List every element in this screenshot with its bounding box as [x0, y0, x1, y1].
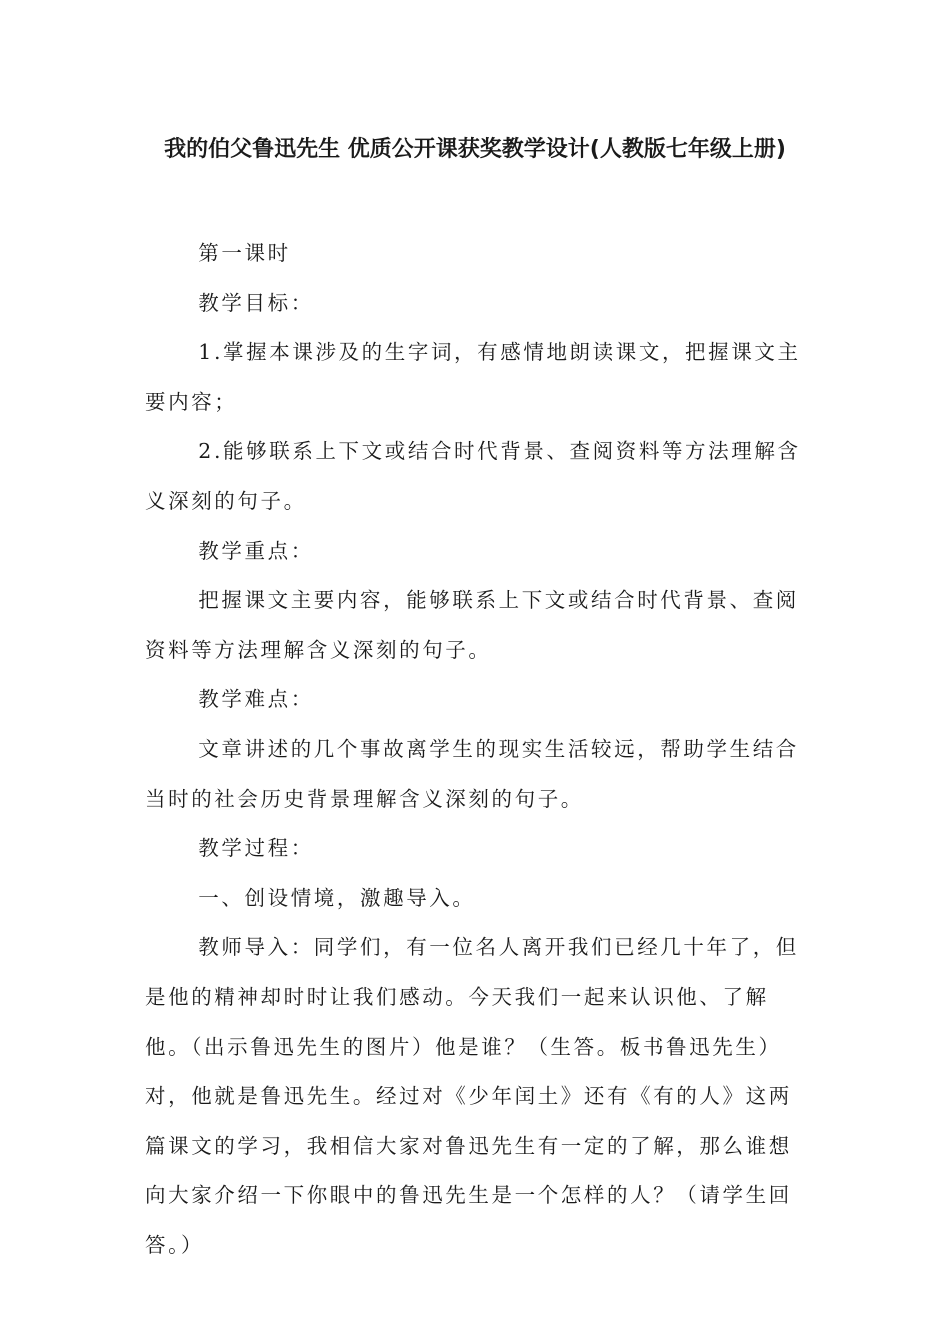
document-body [145, 229, 805, 1270]
paragraph-key-points-heading: 教学重点： [198, 538, 314, 563]
paragraph-teacher-intro: 教师导入：同学们，有一位名人离开我们已经几十年了，但是他的精神却时时让我们感动。今天我们一起来认识他、了解他。（出示鲁迅先生的图片）他是谁？（生答。板书鲁迅先生）对，他就是鲁迅先生。经过对《少年闰土》还有《有的人》这两篇课文的学习，我相信大家对鲁迅先生有一定的了解，那么谁想向大家介绍一下你眼中的鲁迅先生是一个怎样的人？（请学生回答。） [145, 935, 799, 1257]
document-title: 我的伯父鲁迅先生 优质公开课获奖教学设计(人教版七年级上册) [164, 137, 786, 162]
paragraph-lesson-label: 第一课时 [198, 241, 291, 265]
paragraph-objectives-heading: 教学目标： [198, 290, 314, 315]
paragraph-process-heading: 教学过程： [198, 836, 314, 861]
paragraph-key-points: 把握课文主要内容，能够联系上下文或结合时代背景、查阅资料等方法理解含义深刻的句子。 [145, 588, 799, 662]
paragraph-objective-1: 1.掌握本课涉及的生字词，有感情地朗读课文，把握课文主要内容； [145, 340, 801, 414]
paragraph-objective-2: 2.能够联系上下文或结合时代背景、查阅资料等方法理解含义深刻的句子。 [145, 439, 801, 513]
paragraph-section-1-heading: 一、创设情境，激趣导入。 [198, 885, 476, 910]
paragraph-difficulties: 文章讲述的几个事故离学生的现实生活较远，帮助学生结合当时的社会历史背景理解含义深刻的句子。 [145, 736, 799, 811]
paragraph-difficulties-heading: 教学难点： [198, 687, 314, 712]
